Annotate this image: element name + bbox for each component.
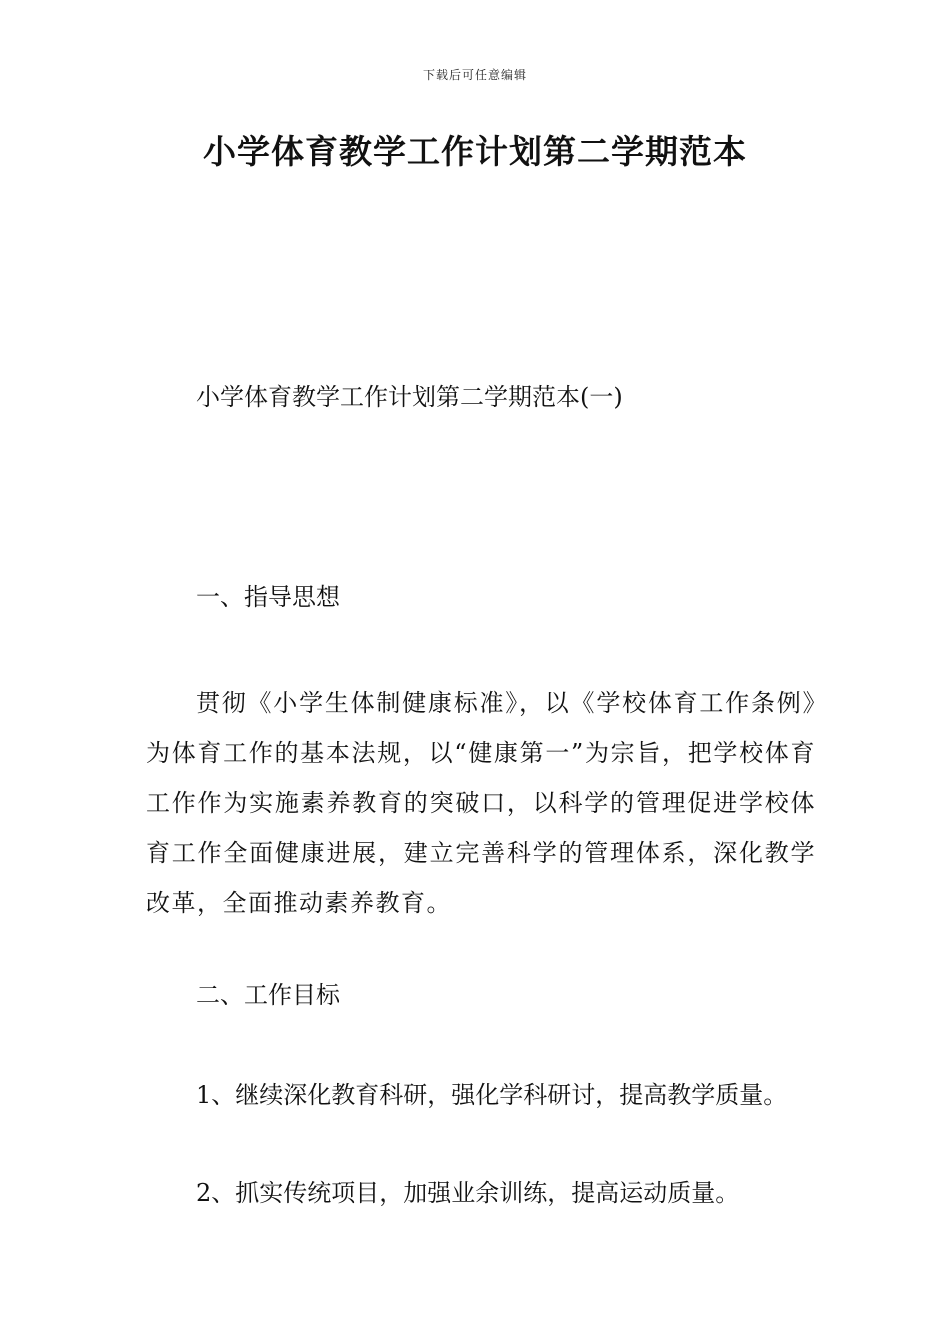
section-heading-guiding-ideology: 一、指导思想	[196, 583, 340, 611]
header-note: 下载后可任意编辑	[422, 68, 527, 82]
section-paragraph-guiding-ideology: 贯彻《小学生体制健康标准》，以《学校体育工作条例》为体育工作的基本法规，以“健康第一”为宗旨，把学校体育工作作为实施素养教育的突破口，以科学的管理促进学校体育工作全面健康进展，建立完善科学的管理体系，深化教学改革，全面推动素养教育。	[146, 689, 816, 917]
list-item: 2、抓实传统项目，加强业余训练，提高运动质量。	[196, 1179, 740, 1207]
list-item: 1、继续深化教育科研，强化学科研讨，提高教学质量。	[196, 1081, 788, 1109]
document-title: 小学体育教学工作计划第二学期范本	[203, 132, 747, 171]
section-heading-work-goals: 二、工作目标	[196, 981, 340, 1009]
document-subtitle: 小学体育教学工作计划第二学期范本(一)	[196, 383, 623, 411]
